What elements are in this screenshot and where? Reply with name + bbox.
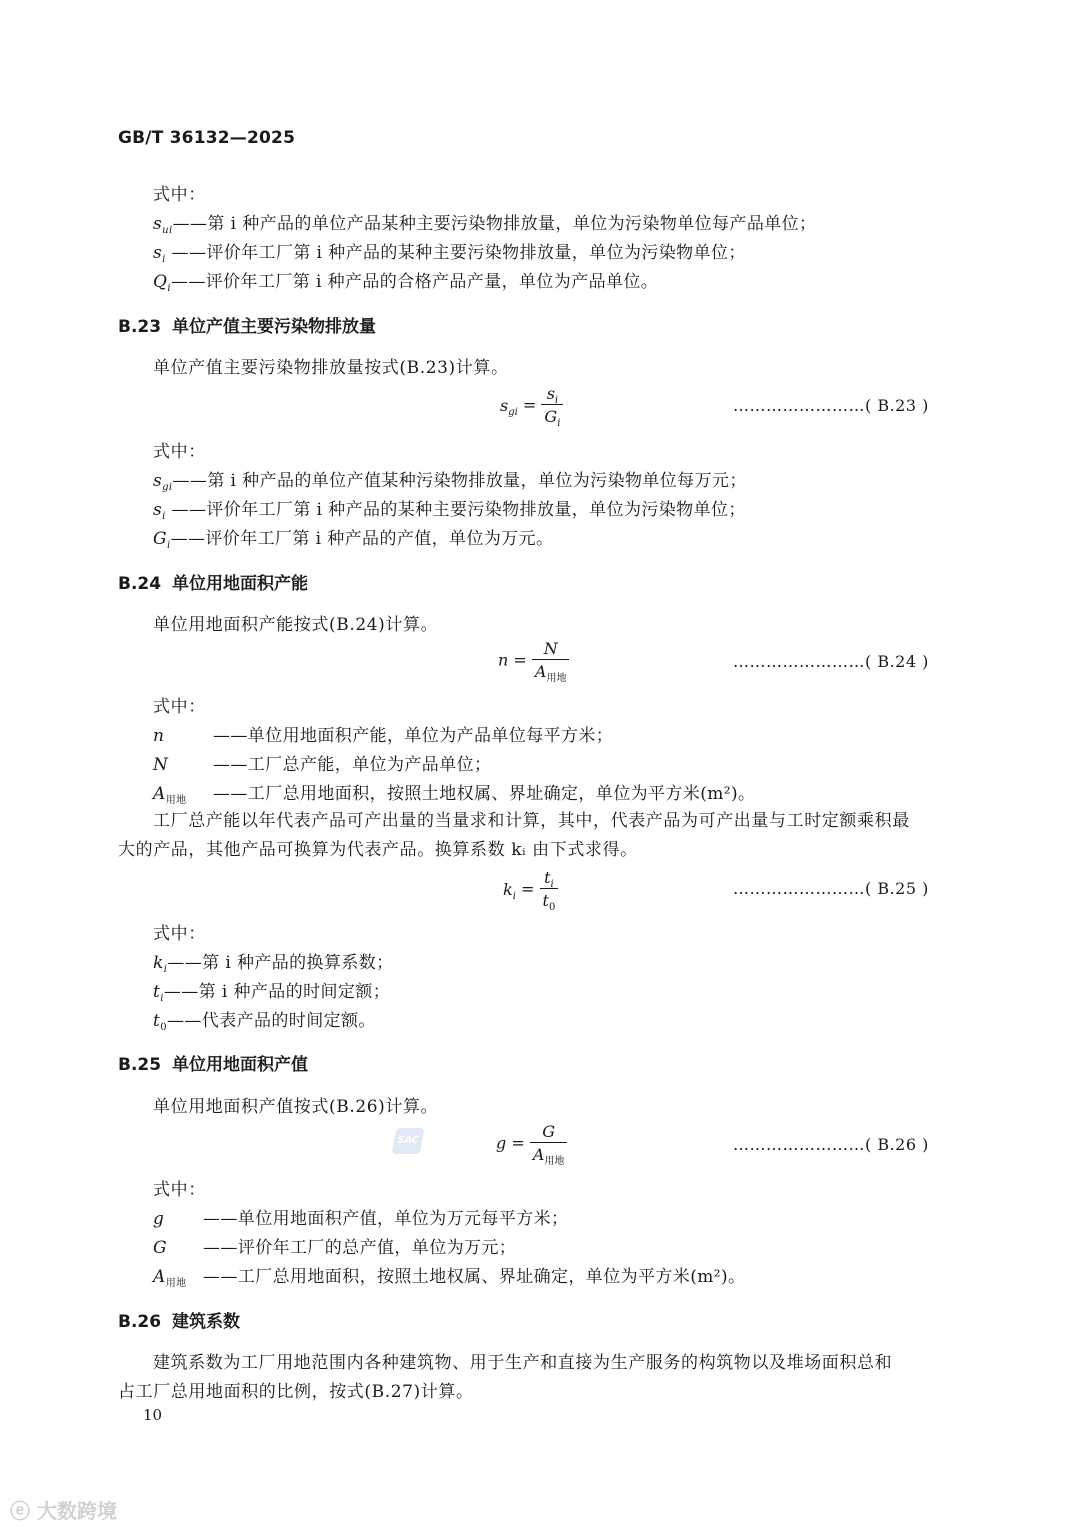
definition-line: $G_i——$评价年工厂第 i 种产品的产值，单位为万元。 <box>153 529 554 551</box>
section-heading-b25: B.25 单位用地面积产值 <box>118 1055 308 1075</box>
definition-line: $s_{gi}——$第 i 种产品的单位产值某种污染物排放量，单位为污染物单位每万元； <box>153 471 747 493</box>
definition-line: $t_0——$代表产品的时间定额。 <box>153 1011 376 1033</box>
definition-line: $t_i——$第 i 种产品的时间定额； <box>153 982 391 1004</box>
where-label: 式中： <box>153 697 206 717</box>
where-label: 式中： <box>153 924 206 944</box>
formula-b25: $k_i$ = $\frac{t_i}{t_0}$ <box>503 868 558 910</box>
definition-line: $A_{用地}$ ——工厂总用地面积，按照土地权属、界址确定，单位为平方米(m²)。 <box>153 784 756 806</box>
where-label: 式中： <box>153 442 206 462</box>
page-number: 10 <box>143 1406 163 1424</box>
definition-line: $s_i$ ——评价年工厂第 i 种产品的某种主要污染物排放量，单位为污染物单位； <box>153 243 746 265</box>
definition-line: $s_{ui}——$第 i 种产品的单位产品某种主要污染物排放量，单位为污染物单位每产品单位； <box>153 214 817 236</box>
definition-line: $A_{用地}$ ——工厂总用地面积，按照土地权属、界址确定，单位为平方米(m²)。 <box>153 1267 746 1289</box>
where-label: 式中： <box>153 185 206 205</box>
definition-line: N ——工厂总产能，单位为产品单位； <box>153 755 492 775</box>
where-label: 式中： <box>153 1180 206 1200</box>
paragraph-line: 工厂总产能以年代表产品可产出量的当量求和计算，其中，代表产品为可产出量与工时定额乘积最 <box>153 811 910 831</box>
standard-number-header: GB/T 36132—2025 <box>118 128 296 148</box>
paragraph-line: 建筑系数为工厂用地范围内各种建筑物、用于生产和直接为生产服务的构筑物以及堆场面积总和 <box>153 1353 893 1373</box>
paragraph-line: 占工厂总用地面积的比例，按式(B.27)计算。 <box>118 1382 474 1402</box>
section-intro: 单位产值主要污染物排放量按式(B.23)计算。 <box>153 358 509 378</box>
paragraph-line: 大的产品，其他产品可换算为代表产品。换算系数 kᵢ 由下式求得。 <box>118 840 638 860</box>
definition-line: g ——单位用地面积产值，单位为万元每平方米； <box>153 1209 569 1229</box>
section-intro: 单位用地面积产能按式(B.24)计算。 <box>153 615 439 635</box>
section-heading-b24: B.24 单位用地面积产能 <box>118 574 308 594</box>
section-intro: 单位用地面积产值按式(B.26)计算。 <box>153 1097 439 1117</box>
sac-watermark-logo: SAC <box>392 1128 425 1154</box>
definition-line: G ——评价年工厂的总产值，单位为万元； <box>153 1238 517 1258</box>
equation-number-b26: ……………………( B.26 ) <box>733 1135 929 1154</box>
formula-b24: n = $\frac{N}{A_{用地}}$ <box>498 639 569 681</box>
section-heading-b26: B.26 建筑系数 <box>118 1312 240 1332</box>
formula-b23: $s_{gi}$ = $\frac{s_i}{G_i}$ <box>500 384 563 426</box>
equation-number-b25: ……………………( B.25 ) <box>733 879 929 898</box>
definition-line: $k_i——$第 i 种产品的换算系数； <box>153 953 394 975</box>
definition-line: $Q_i——$评价年工厂第 i 种产品的合格产品产量，单位为产品单位。 <box>153 272 659 294</box>
definition-line: $s_i$ ——评价年工厂第 i 种产品的某种主要污染物排放量，单位为污染物单位； <box>153 500 746 522</box>
equation-number-b23: ……………………( B.23 ) <box>733 396 929 415</box>
logo-icon: ⓔ <box>10 1499 30 1523</box>
formula-b26: g = $\frac{G}{A_{用地}}$ <box>496 1122 567 1164</box>
equation-number-b24: ……………………( B.24 ) <box>733 652 929 671</box>
footer-logo: ⓔ 大数跨境 <box>10 1499 117 1523</box>
definition-line: n ——单位用地面积产能，单位为产品单位每平方米； <box>153 726 614 746</box>
section-heading-b23: B.23 单位产值主要污染物排放量 <box>118 317 376 337</box>
